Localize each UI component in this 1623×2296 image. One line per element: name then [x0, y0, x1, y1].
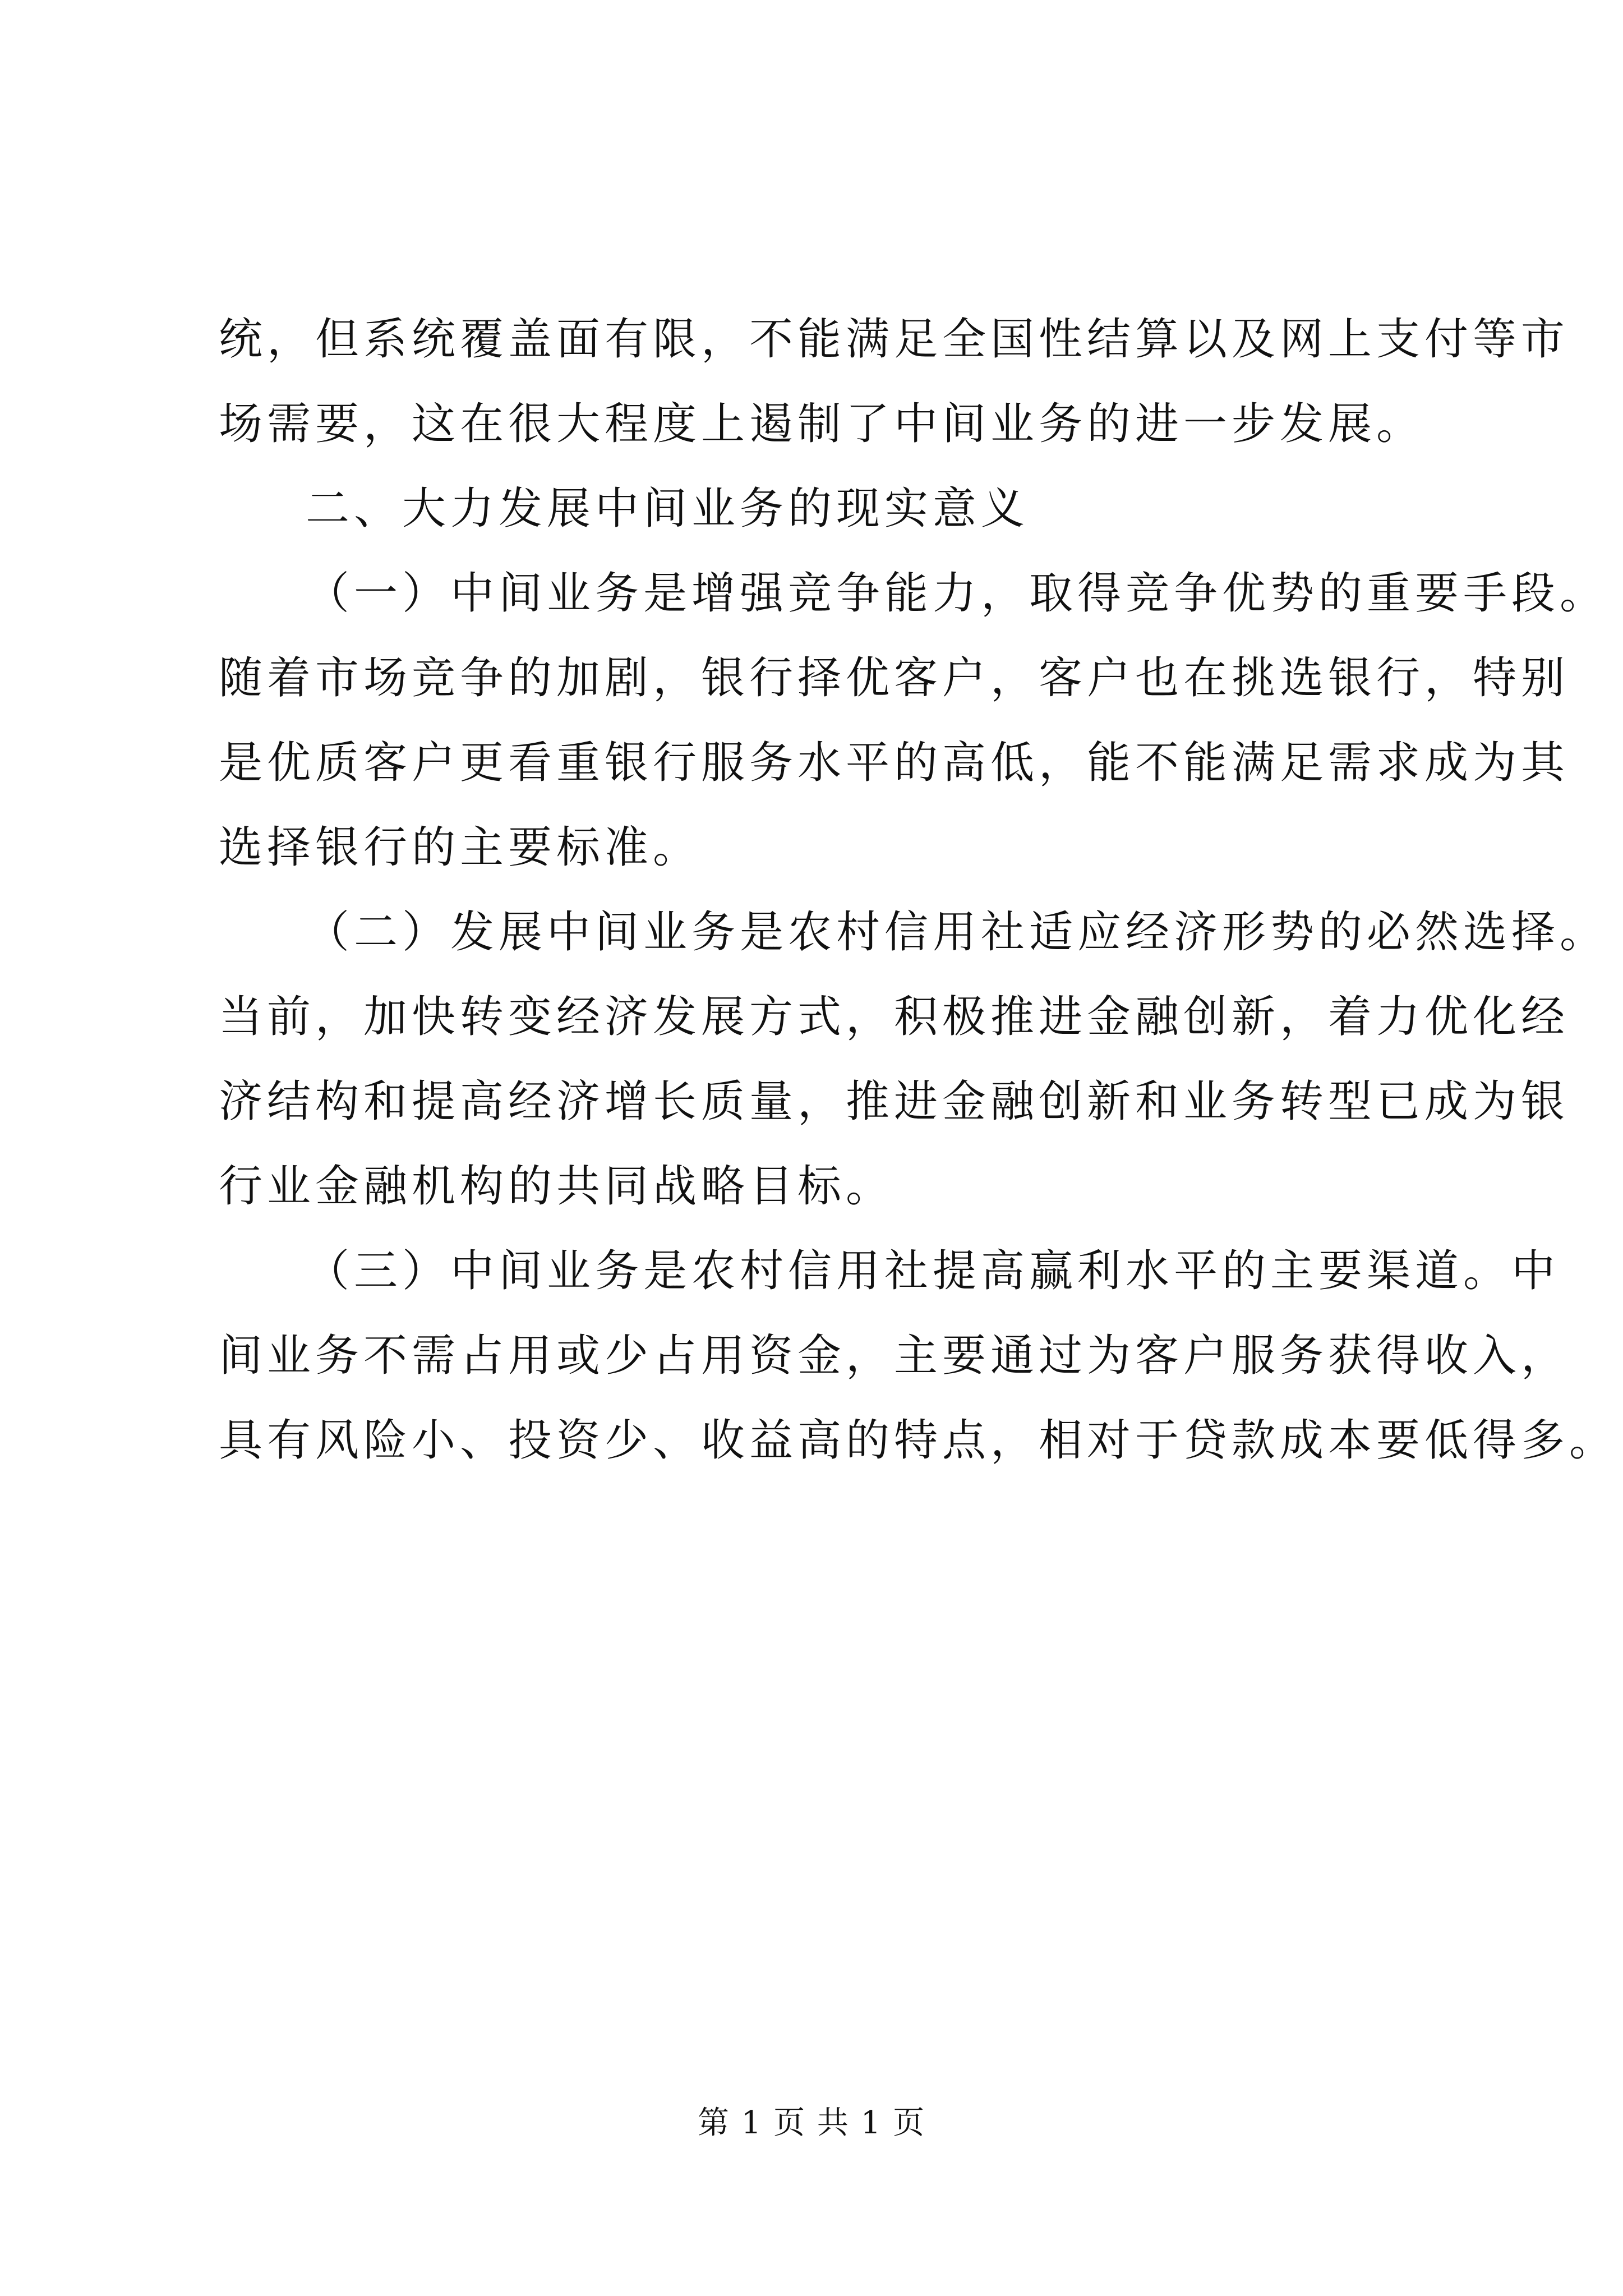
text-line: 随着市场竞争的加剧，银行择优客户，客户也在挑选银行，特别 — [219, 653, 1570, 703]
section-heading: 二、大力发展中间业务的现实意义 — [306, 484, 1030, 534]
text-line: 间业务不需占用或少占用资金，主要通过为客户服务获得收入， — [219, 1331, 1570, 1381]
text-line: 具有风险小、投资少、收益高的特点，相对于贷款成本要低得多。 — [219, 1415, 1618, 1466]
document-body — [219, 297, 1618, 1483]
text-line: （二）发展中间业务是农村信用社适应经济形势的必然选择。 — [306, 907, 1608, 958]
text-line: 是优质客户更看重银行服务水平的高低，能不能满足需求成为其 — [219, 738, 1570, 788]
page-footer — [0, 2101, 1623, 2146]
page-number: 第 1 页 共 1 页 — [697, 2105, 926, 2141]
text-line: 行业金融机构的共同战略目标。 — [219, 1161, 895, 1212]
text-line: 济结构和提高经济增长质量，推进金融创新和业务转型已成为银 — [219, 1076, 1570, 1127]
text-line: 统，但系统覆盖面有限，不能满足全国性结算以及网上支付等市 — [219, 314, 1570, 365]
text-line: 场需要，这在很大程度上遏制了中间业务的进一步发展。 — [219, 399, 1425, 449]
text-line: 选择银行的主要标准。 — [219, 822, 702, 873]
text-line: （三）中间业务是农村信用社提高赢利水平的主要渠道。中 — [306, 1246, 1560, 1296]
text-line: 当前，加快转变经济发展方式，积极推进金融创新，着力优化经 — [219, 992, 1570, 1042]
text-line: （一）中间业务是增强竞争能力，取得竞争优势的重要手段。 — [306, 568, 1608, 619]
